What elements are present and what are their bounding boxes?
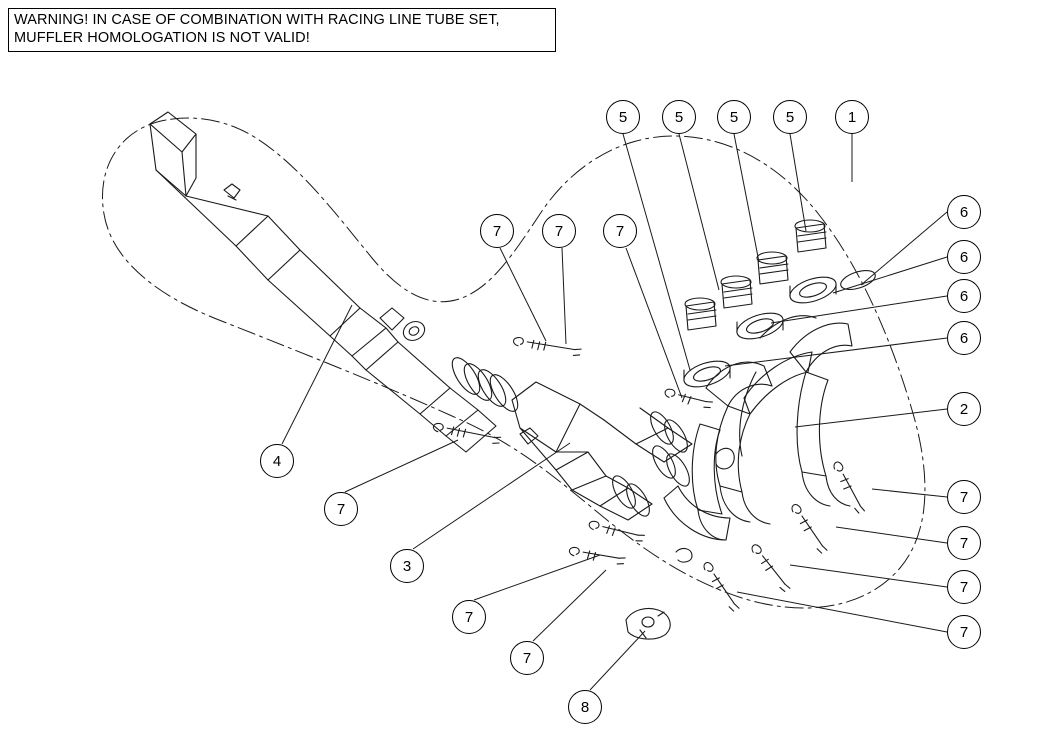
- callout-7[interactable]: [452, 600, 486, 634]
- callout-4[interactable]: [260, 444, 294, 478]
- callout-6[interactable]: [947, 321, 981, 355]
- callout-6[interactable]: [947, 240, 981, 274]
- callout-label: 5: [674, 108, 684, 126]
- mounting-bracket: [626, 608, 670, 639]
- leader-7-c: [626, 248, 682, 398]
- leader-2: [795, 409, 947, 427]
- callout-7[interactable]: [947, 570, 981, 604]
- callout-label: 5: [729, 108, 739, 126]
- spring: [702, 559, 739, 614]
- leader-7-d: [345, 440, 458, 492]
- callout-label: 1: [847, 108, 857, 126]
- callout-label: 2: [959, 400, 969, 418]
- leader-7-e: [474, 555, 600, 600]
- leader-8: [590, 631, 645, 690]
- leader-6-d: [725, 338, 947, 366]
- spring: [664, 384, 713, 413]
- spring: [832, 459, 864, 515]
- spring: [750, 541, 790, 595]
- callout-6[interactable]: [947, 279, 981, 313]
- callout-label: 5: [785, 108, 795, 126]
- callout-8[interactable]: [568, 690, 602, 724]
- callout-label: 7: [522, 649, 532, 667]
- callout-3[interactable]: [390, 549, 424, 583]
- leader-3: [413, 443, 570, 549]
- leader-4: [282, 305, 352, 444]
- callout-6[interactable]: [947, 195, 981, 229]
- callout-7[interactable]: [542, 214, 576, 248]
- hardware-detail: [676, 549, 692, 563]
- warning-line-2: MUFFLER HOMOLOGATION IS NOT VALID!: [14, 29, 310, 46]
- callout-label: 6: [959, 203, 969, 221]
- callout-label: 3: [402, 557, 412, 575]
- spring: [588, 516, 644, 546]
- header-manifold: [664, 316, 852, 540]
- callout-7[interactable]: [947, 480, 981, 514]
- callout-label: 8: [580, 698, 590, 716]
- callout-5[interactable]: [717, 100, 751, 134]
- spring: [513, 333, 582, 361]
- leader-5-d: [790, 134, 806, 231]
- callout-7[interactable]: [947, 615, 981, 649]
- flange-collars: [685, 220, 826, 330]
- callout-label: 7: [336, 500, 346, 518]
- callout-label: 7: [959, 488, 969, 506]
- callout-label: 7: [554, 222, 564, 240]
- callout-label: 7: [492, 222, 502, 240]
- callout-5[interactable]: [662, 100, 696, 134]
- callout-label: 5: [618, 108, 628, 126]
- callout-label: 4: [272, 452, 282, 470]
- leader-5-b: [679, 134, 719, 290]
- callout-label: 7: [464, 608, 474, 626]
- callout-label: 6: [959, 329, 969, 347]
- leader-7-g: [872, 489, 947, 497]
- callout-7[interactable]: [324, 492, 358, 526]
- callout-label: 7: [959, 534, 969, 552]
- spring: [790, 501, 827, 556]
- callout-label: 6: [959, 287, 969, 305]
- leader-7-j: [737, 592, 947, 632]
- warning-line-1: WARNING! IN CASE OF COMBINATION WITH RACING LINE TUBE SET,: [14, 12, 500, 28]
- leader-5-a: [623, 134, 690, 370]
- callout-2[interactable]: [947, 392, 981, 426]
- callout-7[interactable]: [510, 641, 544, 675]
- gasket-rings: [681, 267, 878, 392]
- leader-7-a: [500, 248, 546, 341]
- callout-label: 7: [959, 578, 969, 596]
- leader-6-a: [861, 212, 947, 285]
- callout-1[interactable]: [835, 100, 869, 134]
- muffler-body: [150, 112, 523, 452]
- collector-pipe: [512, 382, 734, 520]
- callout-7[interactable]: [947, 526, 981, 560]
- leader-7-h: [836, 527, 947, 543]
- leader-7-i: [790, 565, 947, 587]
- callout-7[interactable]: [603, 214, 637, 248]
- callout-7[interactable]: [480, 214, 514, 248]
- callout-5[interactable]: [773, 100, 807, 134]
- callout-label: 6: [959, 248, 969, 266]
- callout-label: 7: [959, 623, 969, 641]
- callout-label: 7: [615, 222, 625, 240]
- leader-7-f: [533, 570, 606, 641]
- leader-6-c: [771, 296, 947, 323]
- callout-5[interactable]: [606, 100, 640, 134]
- leader-7-b: [562, 248, 566, 344]
